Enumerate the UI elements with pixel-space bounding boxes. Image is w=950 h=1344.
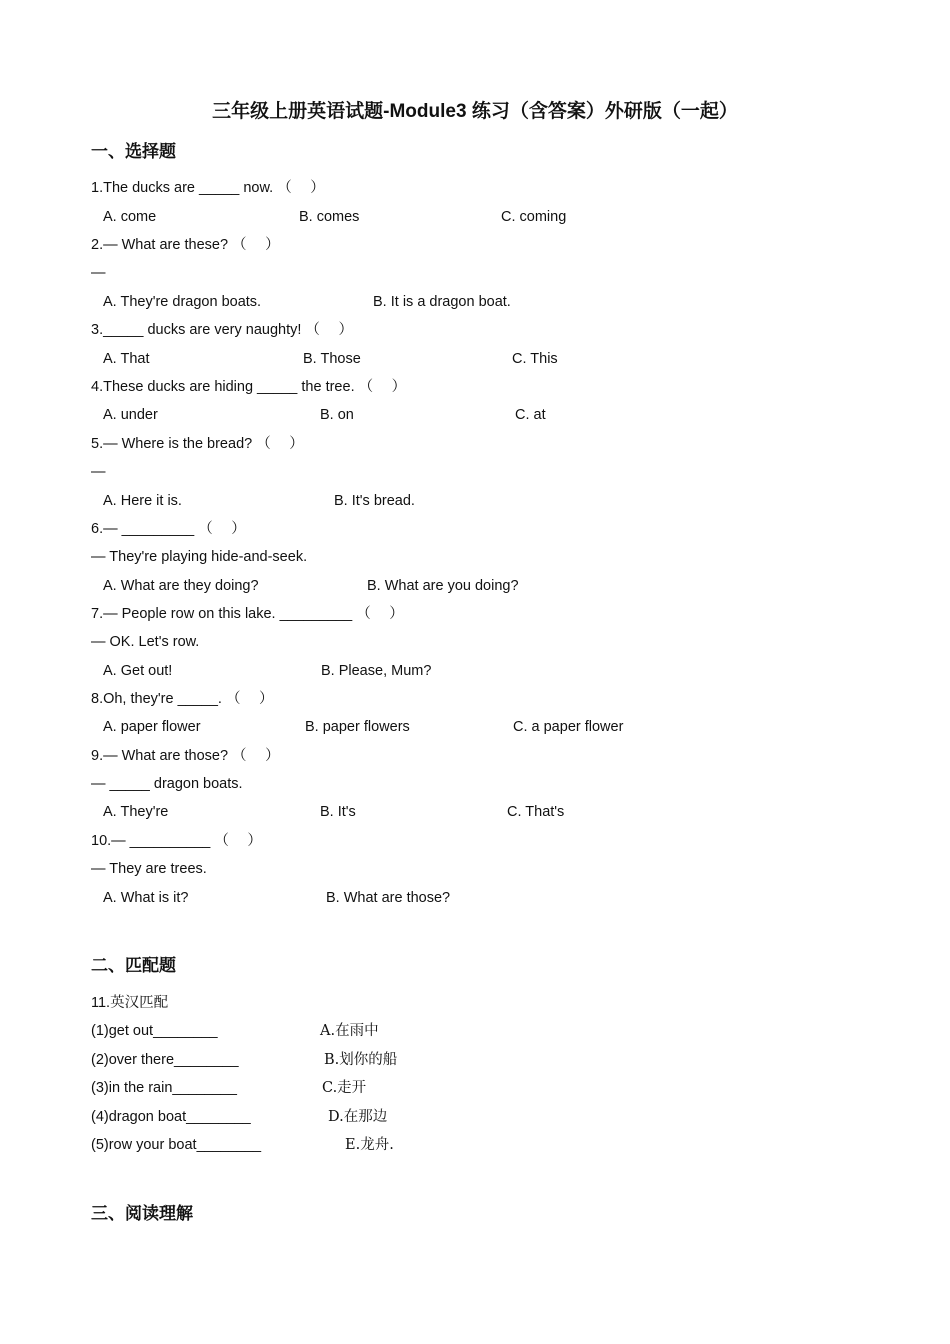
match-right-item: B.划你的船 <box>324 1052 398 1068</box>
question-2-option-b: B. It is a dragon boat. <box>373 294 511 310</box>
match-right-item: D.在那边 <box>328 1109 388 1125</box>
question-9-option-b: B. It's <box>320 804 356 820</box>
question-8-stem: 8.Oh, they're _____. （ ） <box>91 691 274 707</box>
question-9-option-c: C. That's <box>507 804 565 820</box>
match-left-item: (2)over there________ <box>91 1052 239 1068</box>
question-9-option-a: A. They're <box>103 804 169 820</box>
section-heading-choice: 一、选择题 <box>91 142 176 161</box>
question-7-reply: — OK. Let's row. <box>91 634 200 650</box>
question-9-reply: — _____ dragon boats. <box>91 776 243 792</box>
question-7-option-a: A. Get out! <box>103 663 173 679</box>
question-1-option-a: A. come <box>103 209 157 225</box>
match-right-item: A.在雨中 <box>320 1023 379 1039</box>
question-10-reply: — They are trees. <box>91 861 207 877</box>
question-1-option-b: B. comes <box>299 209 360 225</box>
question-4-option-a: A. under <box>103 407 158 423</box>
question-10-stem: 10.— __________ （ ） <box>91 833 262 849</box>
question-4-option-b: B. on <box>320 407 354 423</box>
question-5-reply: — <box>91 464 106 480</box>
question-1-stem: 1.The ducks are _____ now. （ ） <box>91 180 325 196</box>
match-right-item: C.走开 <box>322 1080 367 1096</box>
question-6-reply: — They're playing hide-and-seek. <box>91 549 308 565</box>
question-6-option-b: B. What are you doing? <box>367 578 519 594</box>
question-10-option-a: A. What is it? <box>103 890 189 906</box>
question-8-option-c: C. a paper flower <box>513 719 624 735</box>
question-6-option-a: A. What are they doing? <box>103 578 259 594</box>
question-1-option-c: C. coming <box>501 209 567 225</box>
question-3-option-c: C. This <box>512 351 558 367</box>
question-10-option-b: B. What are those? <box>326 890 451 906</box>
question-11-stem: 11.英汉匹配 <box>91 995 169 1011</box>
question-5-option-b: B. It's bread. <box>334 493 415 509</box>
match-left-item: (3)in the rain________ <box>91 1080 237 1096</box>
match-right-item: E.龙舟. <box>345 1137 394 1153</box>
question-8-option-b: B. paper flowers <box>305 719 410 735</box>
page-title: 三年级上册英语试题-Module3 练习（含答案）外研版（一起） <box>212 101 738 122</box>
question-3-stem: 3._____ ducks are very naughty! （ ） <box>91 322 353 338</box>
question-3-option-a: A. That <box>103 351 150 367</box>
question-2-option-a: A. They're dragon boats. <box>103 294 262 310</box>
question-3-option-b: B. Those <box>303 351 361 367</box>
question-5-stem: 5.— Where is the bread? （ ） <box>91 436 304 452</box>
question-2-reply: — <box>91 265 106 281</box>
question-2-stem: 2.— What are these? （ ） <box>91 237 280 253</box>
question-8-option-a: A. paper flower <box>103 719 201 735</box>
match-left-item: (5)row your boat________ <box>91 1137 262 1153</box>
section-heading-matching: 二、匹配题 <box>91 956 176 975</box>
question-5-option-a: A. Here it is. <box>103 493 182 509</box>
question-7-stem: 7.— People row on this lake. _________ （ ） <box>91 606 404 622</box>
question-9-stem: 9.— What are those? （ ） <box>91 748 280 764</box>
match-left-item: (1)get out________ <box>91 1023 218 1039</box>
section-heading-reading: 三、阅读理解 <box>91 1204 193 1223</box>
question-6-stem: 6.— _________ （ ） <box>91 521 246 537</box>
match-left-item: (4)dragon boat________ <box>91 1109 251 1125</box>
question-4-option-c: C. at <box>515 407 546 423</box>
question-7-option-b: B. Please, Mum? <box>321 663 432 679</box>
question-4-stem: 4.These ducks are hiding _____ the tree. （ ） <box>91 379 407 395</box>
